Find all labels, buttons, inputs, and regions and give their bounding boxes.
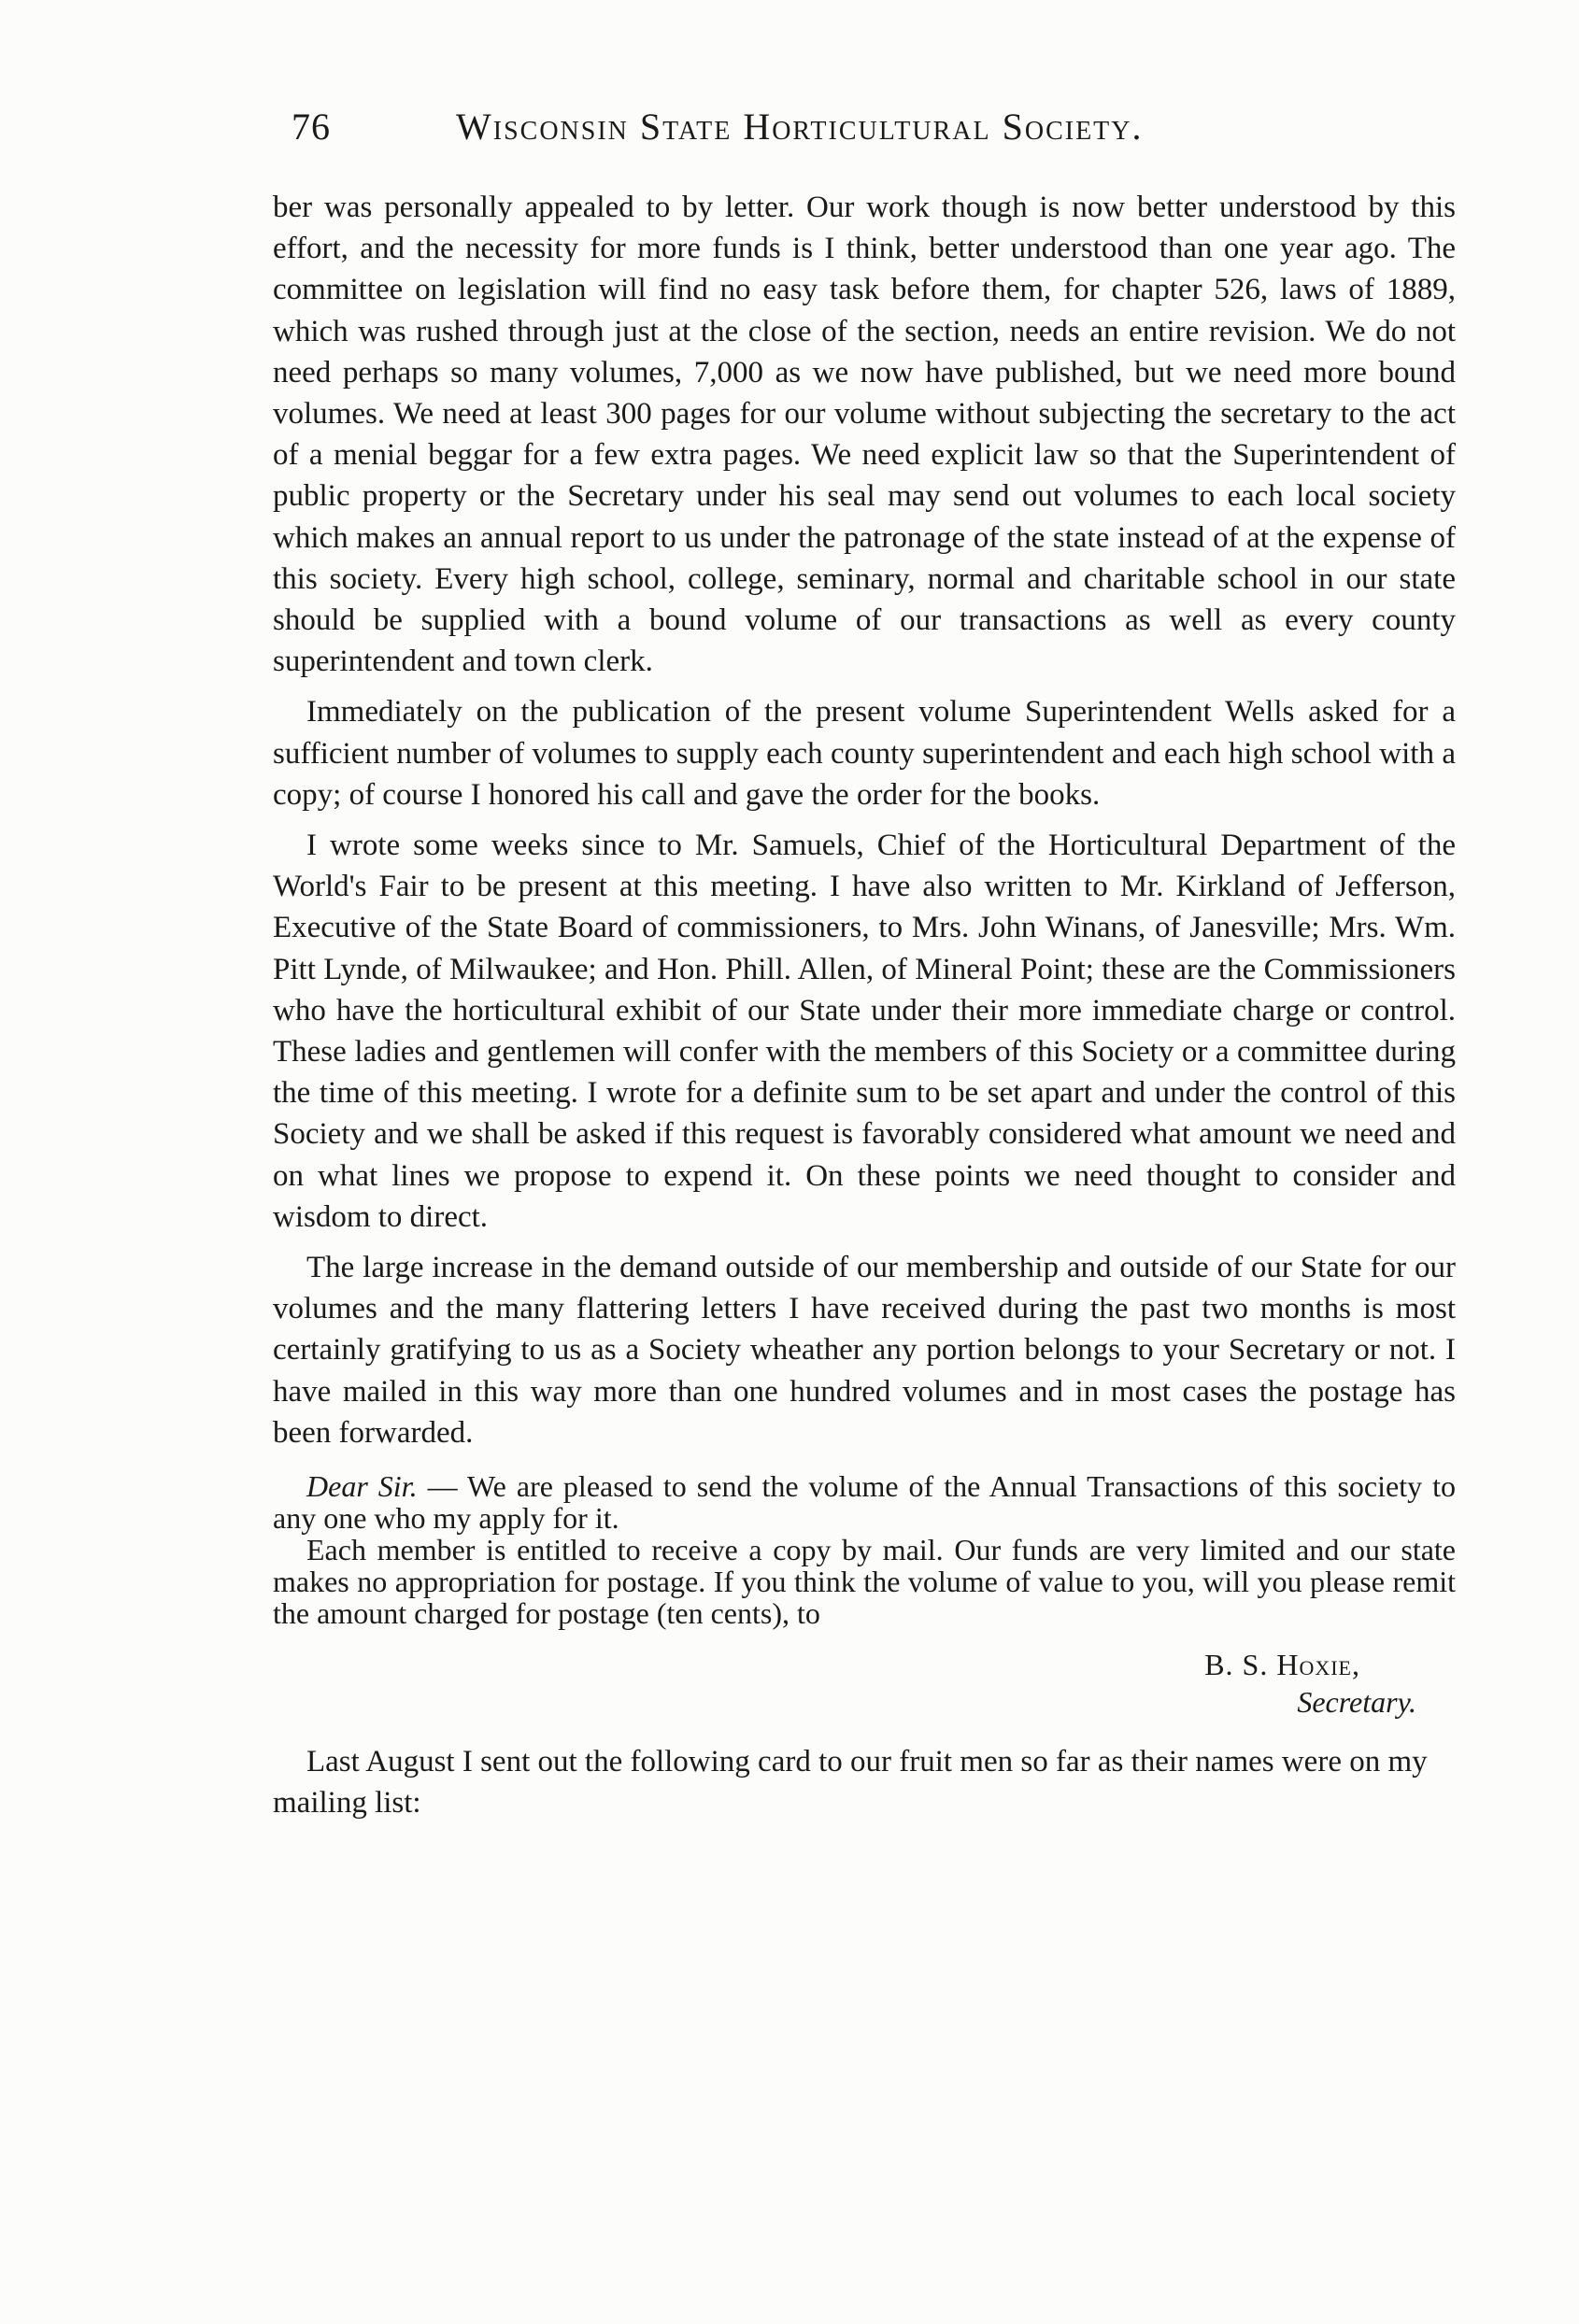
card-second-paragraph: Each member is entitled to receive a copy by mail. Our funds are very limited and our state makes no appropriation for postage. If you think the volume of value to you, will you please remit the amount charged for postage (ten cents), to [273, 1533, 1456, 1631]
paragraph-worlds-fair: I wrote some weeks since to Mr. Samuels, Chief of the Horticultural Department of the World's Fair to be present at this meeting. I have also written to Mr. Kirkland of Jefferson, Executive of the State Board of commissioners, to Mrs. John Winans, of Janesville; Mrs. Wm. Pitt Lynde, of Milwaukee; and Hon. Phill. Allen, of Mineral Point; these are the Commissioners who have the horticultural exhibit of our State under their more immediate charge or control. These ladies and gentlemen will confer with the members of this Society or a committee during the time of this meeting. I wrote for a definite sum to be set apart and under the control of this Society and we shall be asked if this request is favorably considered what amount we need and on what lines we propose to expend it. On these points we need thought to consider and wisdom to direct. [273, 829, 1456, 1234]
card-first-paragraph [273, 1470, 1456, 1534]
card-salutation: Dear Sir. [306, 1469, 418, 1504]
closing-paragraph: Last August I sent out the following card to our fruit men so far as their names were on my mailing list: [273, 1745, 1428, 1821]
body-text [273, 187, 1456, 1823]
signature-name: B. S. Hoxie, [1204, 1648, 1360, 1682]
card-signature [273, 1646, 1456, 1721]
paragraph-continued: ber was personally appealed to by letter. Our work though is now better understood by this effort, and the necessity for more funds is I think, better understood than one year ago. The committee on legislation will find no easy task before them, for chapter 526, laws of 1889, which was rushed through just at the close of the section, needs an entire revision. We do not need perhaps so many volumes, 7,000 as we now have published, but we need more bound volumes. We need at least 300 pages for our volume without subjecting the secretary to the act of a menial beggar for a few extra pages. We need explicit law so that the Superintendent of public property or the Secretary under his seal may send out volumes to each local society which makes an annual report to us under the patronage of the state instead of at the expense of this society. Every high school, college, seminary, normal and charitable school in our state should be supplied with a bound volume of our transactions as well as every county superintendent and town clerk. [273, 191, 1456, 679]
running-title: Wisconsin State Horticultural Society. [456, 106, 1144, 148]
paragraph-demand: The large increase in the demand outside of our membership and outside of our State for our volumes and the many flattering letters I have received during the past two months is most certainly gratifying to us as a Society wheather any portion belongs to your Secretary or not. I have mailed in this way more than one hundred volumes and in most cases the postage has been forwarded. [273, 1251, 1456, 1450]
paragraph-superintendent: Immediately on the publication of the present volume Superintendent Wells asked for a sufficient number of volumes to supply each county superintendent and each high school with a copy; of course I honored his call and gave the order for the books. [273, 695, 1456, 812]
signature-title: Secretary. [1297, 1685, 1416, 1720]
card-first-text: — We are pleased to send the volume of the Annual Transactions of this society to any one who my apply for it. [273, 1469, 1457, 1536]
page-number: 76 [292, 106, 331, 148]
letter-card [273, 1470, 1456, 1721]
page-header [292, 105, 1347, 161]
